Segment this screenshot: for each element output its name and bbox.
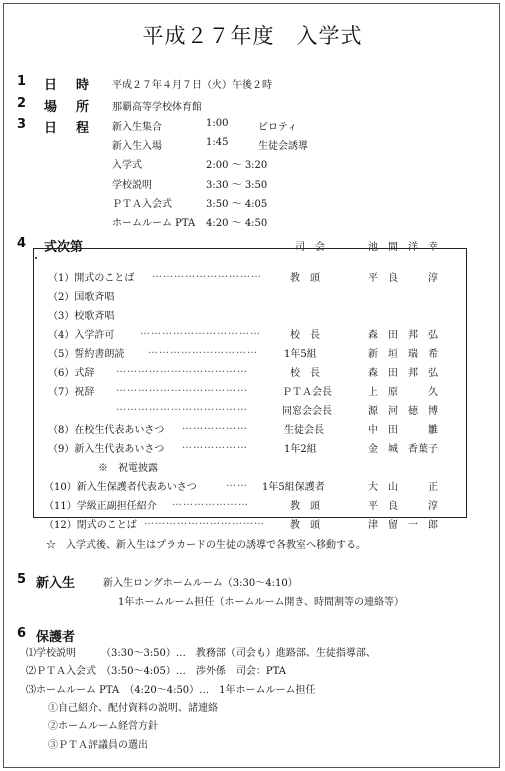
leader-dots: ………………… — [172, 497, 249, 508]
leader-dots: …………………………… — [144, 516, 265, 527]
leader-dots: ……………… — [182, 440, 248, 451]
document-title: 平成２７年度 入学式 — [142, 24, 363, 48]
section-2-label: 場 所 — [44, 100, 93, 115]
program-item: （3）校歌斉唱 — [48, 311, 115, 322]
section-4-number: 4 — [17, 236, 27, 251]
program-item: （12）閉式のことば — [44, 520, 137, 531]
program-item: （8）在校生代表あいさつ — [48, 425, 165, 436]
schedule-item: 学校説明 — [112, 180, 152, 191]
schedule-note: ピロティ — [258, 122, 298, 133]
section-4-label: 式次第 — [44, 240, 84, 255]
schedule-item: 入学式 — [112, 160, 142, 171]
program-item: （10）新入生保護者代表あいさつ — [44, 482, 197, 493]
program-name: 森 田 邦 弘 — [368, 368, 438, 379]
program-name: 森 田 邦 弘 — [368, 330, 438, 341]
leader-dots: ……………………………… — [116, 383, 248, 394]
program-name: 津 留 一 郎 — [368, 520, 438, 531]
schedule-item: ＰＴＡ入会式 — [112, 199, 172, 210]
program-role: 1年2組 — [284, 444, 317, 455]
section-5-number: 5 — [17, 572, 27, 587]
program-item: （5）誓約書朗読 — [48, 349, 125, 360]
program-name: 大 山 正 — [368, 482, 438, 493]
schedule-time: 1:00 — [206, 118, 229, 129]
program-name: 源 河 徳 博 — [368, 406, 438, 417]
program-name: 平 良 淳 — [368, 273, 438, 284]
section-1-number: 1 — [17, 74, 27, 89]
program-role: 教 頭 — [290, 501, 320, 512]
schedule-time: 4:20 ～ 4:50 — [206, 218, 268, 229]
schedule-time: 3:30 ～ 3:50 — [206, 180, 268, 191]
program-role: 1年5組保護者 — [262, 482, 325, 493]
program-role: 校 長 — [290, 330, 320, 341]
leader-dots: ………………………… — [148, 345, 258, 356]
program-item: （11）学級正副担任紹介 — [44, 501, 157, 512]
section-6-number: 6 — [17, 626, 27, 641]
schedule-note: 生徒会誘導 — [258, 141, 308, 152]
program-role: 校 長 — [290, 368, 320, 379]
leader-dots: …………………………… — [140, 326, 261, 337]
schedule-time: 1:45 — [206, 137, 229, 148]
section-6-sub: ③ＰＴＡ評議員の選出 — [48, 740, 148, 751]
section-5-line1: 新入生ロングホームルーム（3:30～4:10） — [103, 578, 298, 589]
section-6-line1: ⑴学校説明 （3:30～3:50）… 教務部（司会も）進路部、生徒指導部、 — [26, 648, 376, 659]
section-2-number: 2 — [17, 96, 27, 111]
leader-dots: ……………………………… — [116, 364, 248, 375]
program-name: 中 田 雛 — [368, 425, 438, 436]
leader-dots: ……………… — [182, 421, 248, 432]
section-3-number: 3 — [17, 117, 27, 132]
program-name: 平 良 淳 — [368, 501, 438, 512]
schedule-item: 新入生集合 — [112, 122, 162, 133]
program-item: （2）国歌斉唱 — [48, 292, 115, 303]
leader-dots: …… — [226, 478, 248, 489]
schedule-time: 3:50 ～ 4:05 — [206, 199, 268, 210]
section-6-sub: ①自己紹介、配付資料の説明、諸連絡 — [48, 703, 218, 714]
leader-dots: ……………………………… — [116, 402, 248, 413]
section-1-text: 平成２７年４月７日（火）午後２時 — [112, 80, 272, 91]
program-item: ※ 祝電披露 — [98, 463, 158, 474]
mc-name: 池 間 洋 幸 — [368, 242, 438, 253]
program-name: 上 原 久 — [368, 387, 438, 398]
program-item: （9）新入生代表あいさつ — [48, 444, 165, 455]
program-item: （7）祝辞 — [48, 387, 95, 398]
program-role: 教 頭 — [290, 273, 320, 284]
program-note: ☆ 入学式後、新入生はプラカードの生徒の誘導で各教室へ移動する。 — [46, 540, 366, 551]
section-6-line3: ⑶ホームルーム PTA （4:20～4:50）… 1年ホームルーム担任 — [26, 685, 316, 696]
program-role: ＰＴＡ会長 — [282, 387, 332, 398]
section-6-label: 保護者 — [36, 630, 76, 645]
bullet-dot — [35, 257, 37, 259]
schedule-item: ホームルーム PTA — [112, 218, 196, 229]
section-1-label: 日 時 — [44, 78, 93, 93]
section-6-line2: ⑵ＰＴＡ入会式 （3:50～4:05）… 渉外係 司会：PTA — [26, 666, 286, 677]
section-5-line2: 1年ホームルーム担任（ホームルーム開き、時間割等の連絡等） — [118, 597, 404, 608]
program-item: （6）式辞 — [48, 368, 95, 379]
program-role: 教 頭 — [290, 520, 320, 531]
program-role: 同窓会会長 — [282, 406, 332, 417]
program-name: 金 城 香葉子 — [368, 444, 438, 455]
schedule-time: 2:00 ～ 3:20 — [206, 160, 268, 171]
schedule-item: 新入生入場 — [112, 141, 162, 152]
program-role: 1年5組 — [284, 349, 317, 360]
leader-dots: ………………………… — [152, 269, 262, 280]
section-5-label: 新入生 — [36, 576, 76, 591]
program-item: （4）入学許可 — [48, 330, 115, 341]
program-item: （1）開式のことば — [48, 273, 135, 284]
program-role: 生徒会長 — [284, 425, 324, 436]
section-2-text: 那覇高等学校体育館 — [112, 102, 202, 113]
section-6-sub: ②ホームルーム経営方針 — [48, 721, 158, 732]
mc-role: 司 会 — [295, 242, 325, 253]
program-name: 新 垣 瑞 希 — [368, 349, 438, 360]
section-3-label: 日 程 — [44, 121, 93, 136]
